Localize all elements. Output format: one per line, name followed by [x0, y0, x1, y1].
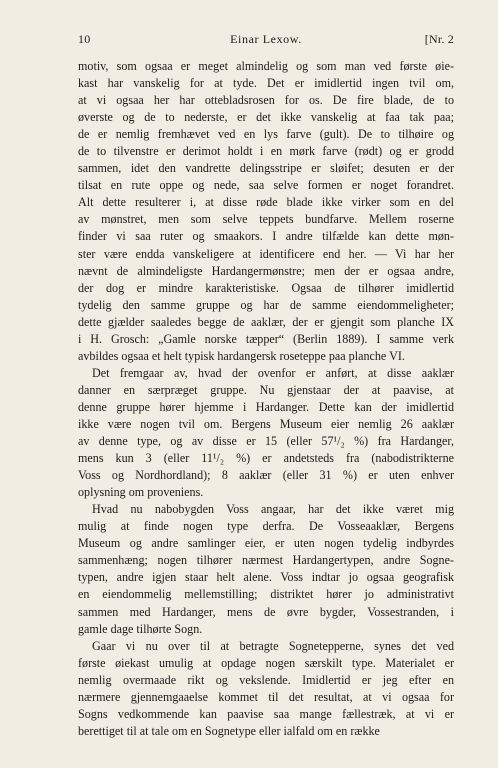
paragraph	[78, 501, 454, 637]
text-line: de er nemlig fremhævet ved en lys farve (gult). De to tilhøire og	[78, 127, 454, 142]
text-line: Det fremgaar av, hvad der ovenfor er anført, at disse aaklær	[92, 365, 454, 380]
text-line: av denne type, og av disse er 15 (eller 57¹/₂ %) fra Hardanger,	[78, 434, 454, 449]
issue-number: [Nr. 2	[424, 32, 454, 46]
paragraph	[78, 365, 454, 501]
text-line: typen, andre igjen staar helt alene. Voss indtar jo ogsaa geografisk	[78, 570, 454, 585]
text-line: gamle dage tilhørte Sogn.	[78, 621, 203, 636]
text-line: de to tilvenstre er derimot holdt i en mørk farve (rødt) og er grodd	[78, 144, 454, 159]
text-line: i H. Grosch: „Gamle norske tæpper“ (Berlin 1889). I samme verk	[78, 331, 454, 346]
text-line: danner en særpræget gruppe. Nu gjenstaar der at paavise, at	[78, 382, 454, 397]
text-line: en eiendommelig mellemstilling; distriktet hører jo administrativt	[78, 587, 454, 602]
text-line: nærmere gjennemgaaelse kommet til det resultat, at vi ogsaa for	[78, 689, 454, 704]
text-line: denne gruppe hører hjemme i Hardanger. Dette kan der imidlertid	[78, 399, 454, 414]
text-line: sammen, idet den vandrette delingsstripe er sløifet; desuten er der	[78, 161, 454, 176]
page-number: 10	[78, 32, 91, 46]
text-line: Museum og andre samlinger eier, er uten nogen tydelig indbyrdes	[78, 536, 454, 551]
text-line: tilsat en rute oppe og nede, saa selve formen er noget forandret.	[78, 178, 454, 193]
text-line: nævnt de almindeligste Hardangermønstre; men der er ogsaa andre,	[78, 263, 454, 278]
text-line: Gaar vi nu over til at betragte Sognetepperne, synes det ved	[92, 638, 454, 653]
text-line: nemlig overmaade rikt og vekslende. Imidlertid er jeg efter en	[78, 672, 454, 687]
text-line: Sogns vedkommende kan paavise saa mange fællestræk, at vi er	[78, 706, 454, 721]
text-line: Voss og Nordhordland); 8 aaklær (eller 31 %) er uten enhver	[78, 468, 454, 483]
running-header	[78, 32, 454, 47]
running-title: Einar Lexow.	[230, 32, 302, 46]
text-line: Hvad nu nabobygden Voss angaar, har det ikke været mig	[92, 502, 454, 517]
text-line: mens kun 3 (eller 11¹/₂ %) er andetsteds fra (nabodistrikterne	[78, 451, 454, 466]
paragraph	[78, 58, 454, 365]
paragraph	[78, 638, 454, 740]
text-line: øverste og de to nederste, er det ikke vanskelig at faa tak paa;	[78, 110, 454, 125]
text-line: der dog er mindre karakteristiske. Ogsaa de tilhører imidlertid	[78, 280, 454, 295]
text-line: av mønstret, men som selve teppets bundfarve. Mellem roserne	[78, 212, 454, 227]
body-text	[78, 58, 454, 740]
text-line: finder vi saa ruter og smaakors. I andre tilfælde kan dette møn-	[78, 229, 454, 244]
text-line: mulig at finde nogen type derfra. De Vosseaaklær, Bergens	[78, 519, 454, 534]
text-line: motiv, som ogsaa er meget almindelig og som man ved første øie-	[78, 59, 454, 73]
text-line: tydelig den samme gruppe og har de samme eiendommeligheter;	[78, 297, 454, 312]
text-line: oplysning om proveniens.	[78, 485, 204, 500]
text-line: at vi ogsaa her har ottebladsrosen for os. De fire blade, de to	[78, 93, 454, 108]
text-line: ster være endda vanskeligere at identificere end her. — Vi har her	[78, 246, 454, 261]
text-line: kast har vanskelig for at tyde. Det er imidlertid ingen tvil om,	[78, 76, 454, 91]
text-line: berettiget til at tale om en Sognetype eller ialfald om en række	[78, 723, 380, 738]
text-line: Alt dette resulterer i, at disse røde blade ikke virker som en del	[78, 195, 454, 210]
text-line: første øiekast umulig at opdage nogen særskilt type. Materialet er	[78, 655, 454, 670]
text-line: dette gjælder saaledes begge de aaklær, der er gjengit som planche IX	[78, 314, 454, 329]
text-line: ikke være nogen tvil om. Bergens Museum eier nemlig 26 aaklær	[78, 416, 454, 431]
text-line: avbildes ogsaa et helt typisk hardangersk roseteppe paa planche VI.	[78, 348, 405, 363]
text-line: sammenhæng; nogen tilhører nærmest Hardangertypen, andre Sogne-	[78, 553, 454, 568]
text-line: sammen med Hardanger, mens de øvre bygder, Vossestranden, i	[78, 604, 454, 619]
